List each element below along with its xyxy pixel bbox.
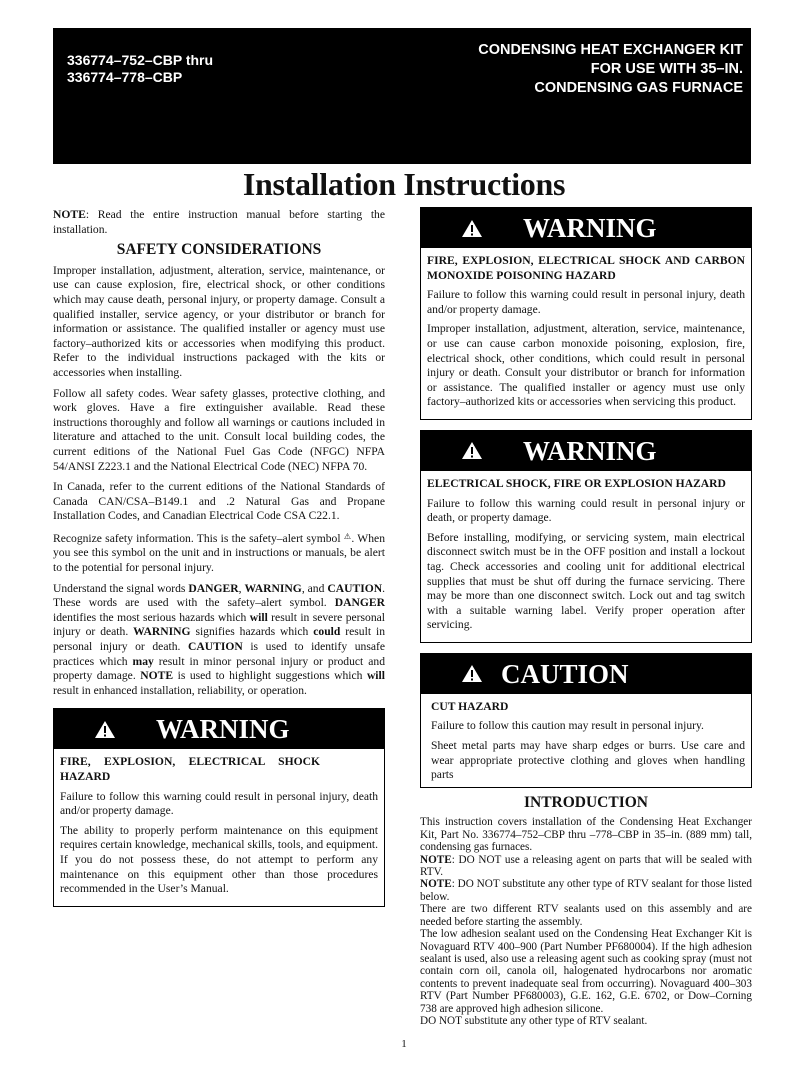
safety-alert-text: Recognize safety information. This is the safety–alert symbol [53,531,341,545]
hazard-title: CUT HAZARD [431,699,509,713]
intro-paragraph: This instruction covers installation of the Condensing Heat Exchanger Kit, Part No. 336774–752–CBP thru –778–CBP in 35–in. (889 mm) tall, condensing gas furnaces. [420,816,752,854]
warning-paragraph: Improper installation, adjustment, alteration, service, maintenance, or use can cause carbon monoxide poisoning, explosion, fire, electrical shock, other conditions, which could result in personal injury or death. Consult your distributor or branch for information or assistance. The qualified installer or agency must use only factory–authorized kits or accessories when servicing this product. [427,322,745,409]
emphasis-word: may [132,654,154,668]
signal-word-danger: DANGER [334,596,385,610]
part-number-line: 336774–778–CBP [67,69,183,85]
warning-box-co-poisoning [420,207,752,420]
note-text: : Read the entire instruction manual before starting the installation. [53,208,385,236]
safety-alert-icon: ⚠ [343,531,352,541]
warning-banner-label: WARNING [523,435,657,466]
kit-title-line: CONDENSING GAS FURNACE [534,80,743,96]
warning-triangle-icon [461,441,483,460]
text-run: is used to highlight suggestions which [173,669,367,683]
caution-paragraph: Failure to follow this caution may result in personal injury. [431,719,704,733]
part-number-line: 336774–752–CBP thru [67,52,214,68]
text-run: . These words are used with the safety–alert symbol. [53,581,386,610]
safety-paragraph: In Canada, refer to the current editions of the National Standards of Canada CAN/CSA–B149.1 and .2 Natural Gas and Propane Installation Codes, and Canadian Electrical Code CSA C22.1. [53,480,385,523]
signal-words-paragraph [53,582,385,699]
text-run: result in personal injury or death. [53,625,385,654]
intro-paragraph: There are two different RTV sealants used on this assembly and are needed before starting the assembly. [420,903,752,928]
hazard-title: FIRE, EXPLOSION, ELECTRICAL SHOCK HAZARD [60,755,320,783]
page-number: 1 [401,1038,407,1050]
caution-banner-label: CAUTION [501,658,629,689]
introduction-heading: INTRODUCTION [523,793,648,811]
text-run: signifies hazards which [190,625,314,639]
warning-triangle-icon [94,720,116,739]
text-run: is used to identify unsafe practices which [53,640,385,668]
warning-paragraph: Failure to follow this warning could result in personal injury, death and/or property damage. [60,789,378,818]
part-number-range [67,52,213,86]
text-run: result in minor personal injury or product and property damage. [53,654,385,683]
text-run: result in severe personal injury or death. [53,610,385,639]
emphasis-word: will [249,610,268,624]
warning-paragraph: Failure to follow this warning could result in personal injury, death and/or property damage. [427,288,745,316]
right-column [420,207,752,1027]
safety-alert-text-2: . When you see this symbol on the unit and in instructions or manuals, be alert to the potential for personal injury. [53,531,385,575]
note-label: NOTE [420,853,452,866]
emphasis-word: could [313,625,341,639]
signal-word-caution: CAUTION [187,640,243,654]
note-paragraph [53,208,385,237]
safety-heading: SAFETY CONSIDERATIONS [116,241,322,259]
warning-body [421,471,751,642]
warning-banner [421,208,751,248]
warning-body [421,248,751,419]
signal-word-caution: CAUTION [327,581,383,595]
safety-paragraph: Improper installation, adjustment, alteration, service, maintenance, or use can cause explosion, fire, electrical shock, or other conditions which may cause death, personal injury, or property damage. Consult a qualified installer, service agency, or your distributor or branch for information or assistance. The qualified installer or agency must use factory–authorized kits or accessories when modifying this product. Refer to the individual instructions packaged with the kits or accessories when installing. [53,263,385,379]
intro-note [420,878,752,903]
signal-word-warning: WARNING [133,625,191,639]
warning-banner-label: WARNING [523,212,657,243]
warning-paragraph: Before installing, modifying, or servicing system, main electrical disconnect switch must be in the OFF position and install a lockout tag. Check accessories and cooling unit for additional electrical supplies that must be shut off during the furnace servicing. There may be more than one disconnect switch. Lock out and tag switch with a suitable warning label. Verify proper operation after servicing. [427,530,745,632]
kit-title-line: CONDENSING HEAT EXCHANGER KIT [478,42,743,58]
warning-triangle-icon [461,664,483,683]
warning-triangle-icon [461,219,483,238]
kit-title [478,41,743,98]
warning-body [54,749,384,905]
warning-banner [421,431,751,471]
intro-note [420,854,752,879]
text-run: Understand the signal words [53,581,189,595]
warning-box-fire-explosion [53,708,385,906]
document-header [53,28,751,164]
left-column [53,208,385,917]
caution-paragraph: Sheet metal parts may have sharp edges or burrs. Use care and wear appropriate protective clothing and gloves when handling parts [431,739,745,782]
introduction-section [420,793,752,1028]
text-run: , and [301,581,328,595]
signal-word-warning: WARNING [244,581,302,595]
note-text: : DO NOT use a releasing agent on parts that will be sealed with RTV. [420,853,752,879]
warning-paragraph: Failure to follow this warning could result in personal injury or death, or property damage. [427,496,745,525]
caution-banner [421,654,751,694]
intro-paragraph: The low adhesion sealant used on the Condensing Heat Exchanger Kit is Novaguard RTV 400–900 (Part Number PF680004). If the high adhesion sealant is used, also use a releasing agent such as cooking spray (must not contain corn oil, canola oil, halogenated hydrocarbons nor aromatic contents to prevent inadequate seal from occurring). Novaguard 400–303 RTV (Part Number PF680003), G.E. 162, G.E. 6702, or Dow–Corning 738 are approved high adhesion silicone. [420,928,752,1015]
note-label: NOTE [420,878,452,891]
hazard-title: ELECTRICAL SHOCK, FIRE OR EXPLOSION HAZARD [427,476,726,490]
hazard-title: FIRE, EXPLOSION, ELECTRICAL SHOCK AND CARBON MONOXIDE POISONING HAZARD [427,254,745,282]
text-run: , [238,581,245,595]
safety-alert-paragraph [53,530,385,576]
warning-box-electrical-shock [420,430,752,643]
intro-paragraph: DO NOT substitute any other type of RTV sealant. [420,1014,648,1027]
caution-box-cut-hazard [420,653,752,788]
warning-banner-label: WARNING [156,714,290,745]
warning-banner [54,709,384,749]
signal-word-danger: DANGER [188,581,239,595]
text-run: identifies the most serious hazards which [53,610,250,624]
kit-title-line: FOR USE WITH 35–IN. [590,61,743,77]
note-label: NOTE [53,208,86,221]
note-text: : DO NOT substitute any other type of RTV sealant for those listed below. [420,878,752,903]
document-title: Installation Instructions [242,166,566,202]
caution-body [421,694,751,787]
note-label: NOTE [140,669,174,683]
emphasis-word: will [366,669,385,683]
warning-paragraph: The ability to properly perform maintenance on this equipment requires certain knowledge, mechanical skills, tools, and equipment. If you do not possess these, do not attempt to perform any maintenance on this equipment other than those procedures recommended in the User’s Manual. [60,823,378,896]
safety-paragraph: Follow all safety codes. Wear safety glasses, protective clothing, and work gloves. Have a fire extinguisher available. Read these instructions thoroughly and follow all warnings or cautions included in literature and attached to the unit. Consult local building codes, the current editions of the National Fuel Gas Code (NFGC) NFPA 54/ANSI Z223.1 and the National Electrical Code (NEC) NFPA 70. [53,386,385,473]
text-run: result in enhanced installation, reliability, or operation. [53,683,307,697]
